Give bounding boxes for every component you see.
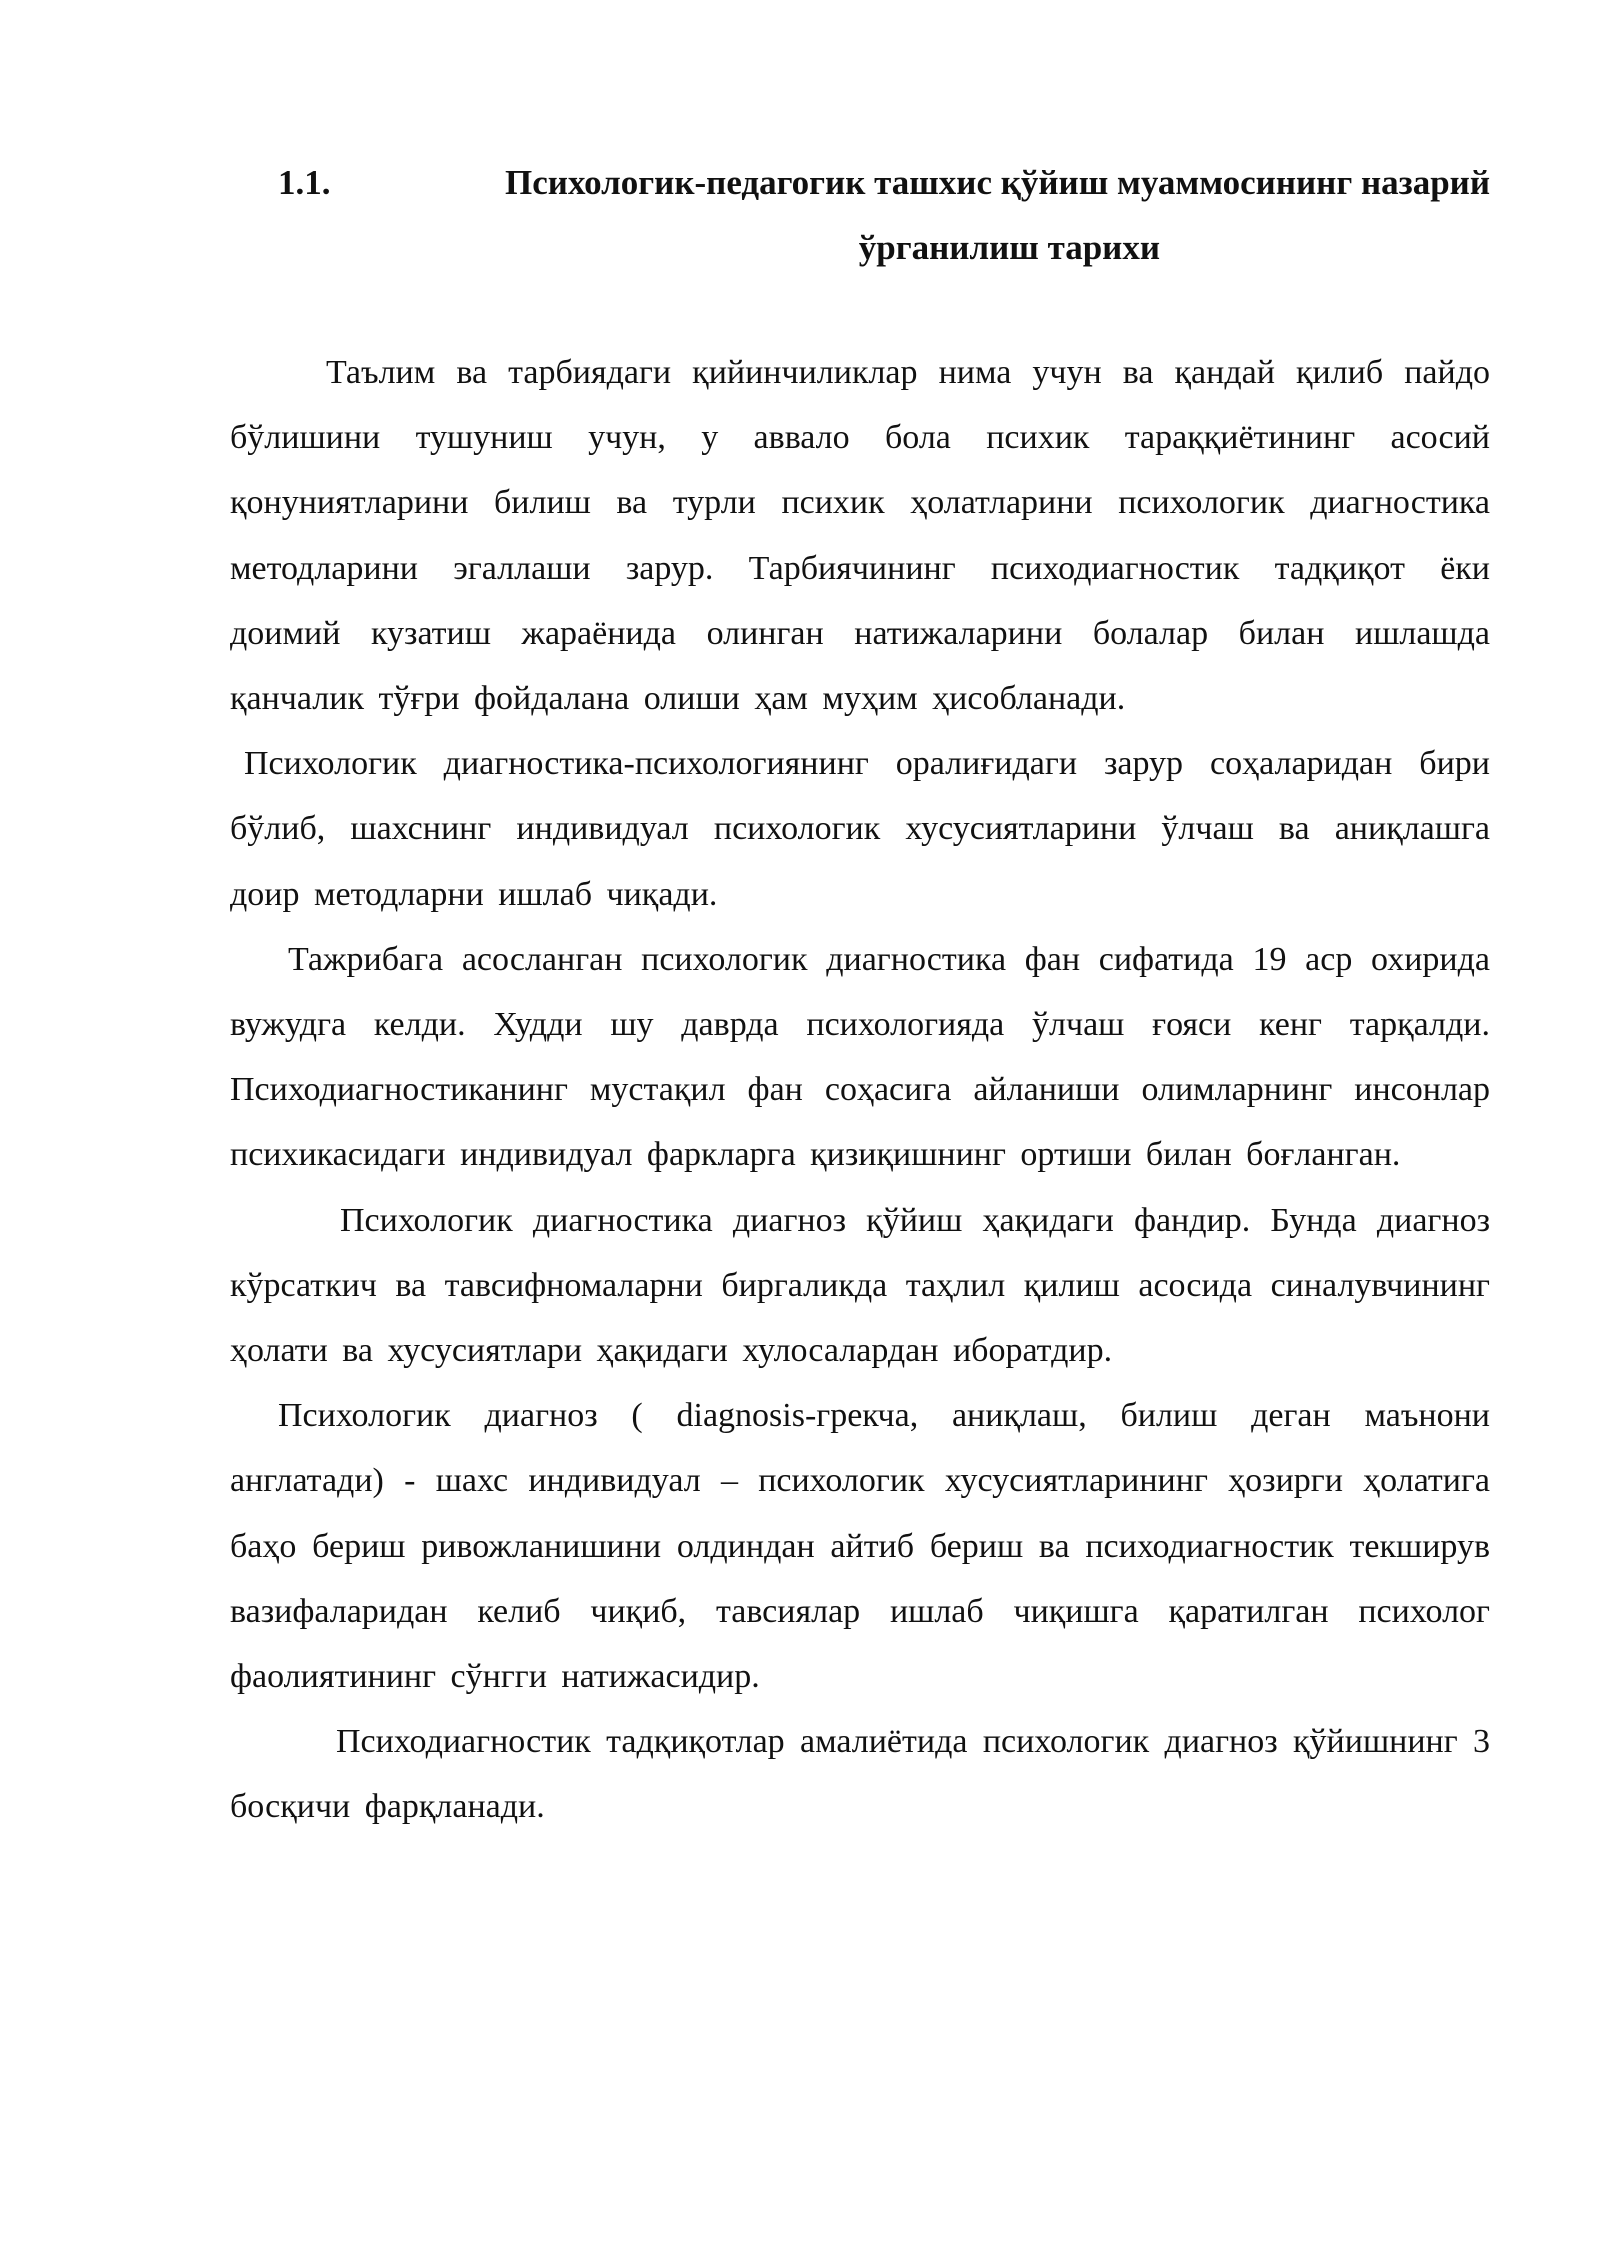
body-text [230,340,1490,1840]
paragraph-5: Психологик диагноз ( diagnosis-грекча, аниқлаш, билиш деган маънони англатади) - шахс индивидуал – психологик хусусиятларининг ҳозирги ҳолатига баҳо бериш ривожланишини олдиндан айтиб бериш ва психодиагностик текширув вазифаларидан келиб чиқиб, тавсиялар ишлаб чиқишга қаратилган психолог фаолиятининг сўнгги натижасидир. [230,1397,1490,1696]
section-heading [230,150,1490,280]
heading-line-1 [230,150,1490,215]
heading-title-part-1: Психологик-педагогик ташхис қўйиш муаммосининг назарий [505,163,1490,202]
paragraph-4: Психологик диагностика диагноз қўйиш ҳақидаги фандир. Бунда диагноз кўрсаткич ва тавсифномаларни биргаликда таҳлил қилиш асосида синалувчининг ҳолати ва хусусиятлари ҳақидаги хулосалардан иборатдир. [230,1201,1490,1370]
paragraph-6: Психодиагностик тадқиқотлар амалиётида психологик диагноз қўйишнинг 3 босқичи фарқланади. [230,1723,1490,1826]
paragraph-3: Тажрибага асосланган психологик диагностика фан сифатида 19 аср охирида вужудга келди. Худди шу даврда психологияда ўлчаш ғояси кенг тарқалди. Психодиагностиканинг мустақил фан соҳасига айланиши олимларнинг инсонлар психикасидаги индивидуал фаркларга қизиқишнинг ортиши билан боғланган. [230,940,1490,1174]
paragraph-2: Психологик диагностика-психологиянинг оралиғидаги зарур соҳаларидан бири бўлиб, шахснинг индивидуал психологик хусусиятларини ўлчаш ва аниқлашга доир методларни ишлаб чиқади. [230,745,1490,913]
paragraph-1: Таълим ва тарбиядаги қийинчиликлар нима учун ва қандай қилиб пайдо бўлишини тушуниш учун, у аввало бола психик тараққиётининг асосий қонуниятларини билиш ва турли психик ҳолатларини психологик диагностика методларини эгаллаши зарур. Тарбиячининг психодиагностик тадқиқот ёки доимий кузатиш жараёнида олинган натижаларини болалар билан ишлашда қанчалик тўғри фойдалана олиши ҳам муҳим ҳисобланади. [230,354,1490,718]
section-number: 1.1. [278,163,331,202]
heading-title-part-2: ўрганилиш тарихи [858,228,1160,267]
